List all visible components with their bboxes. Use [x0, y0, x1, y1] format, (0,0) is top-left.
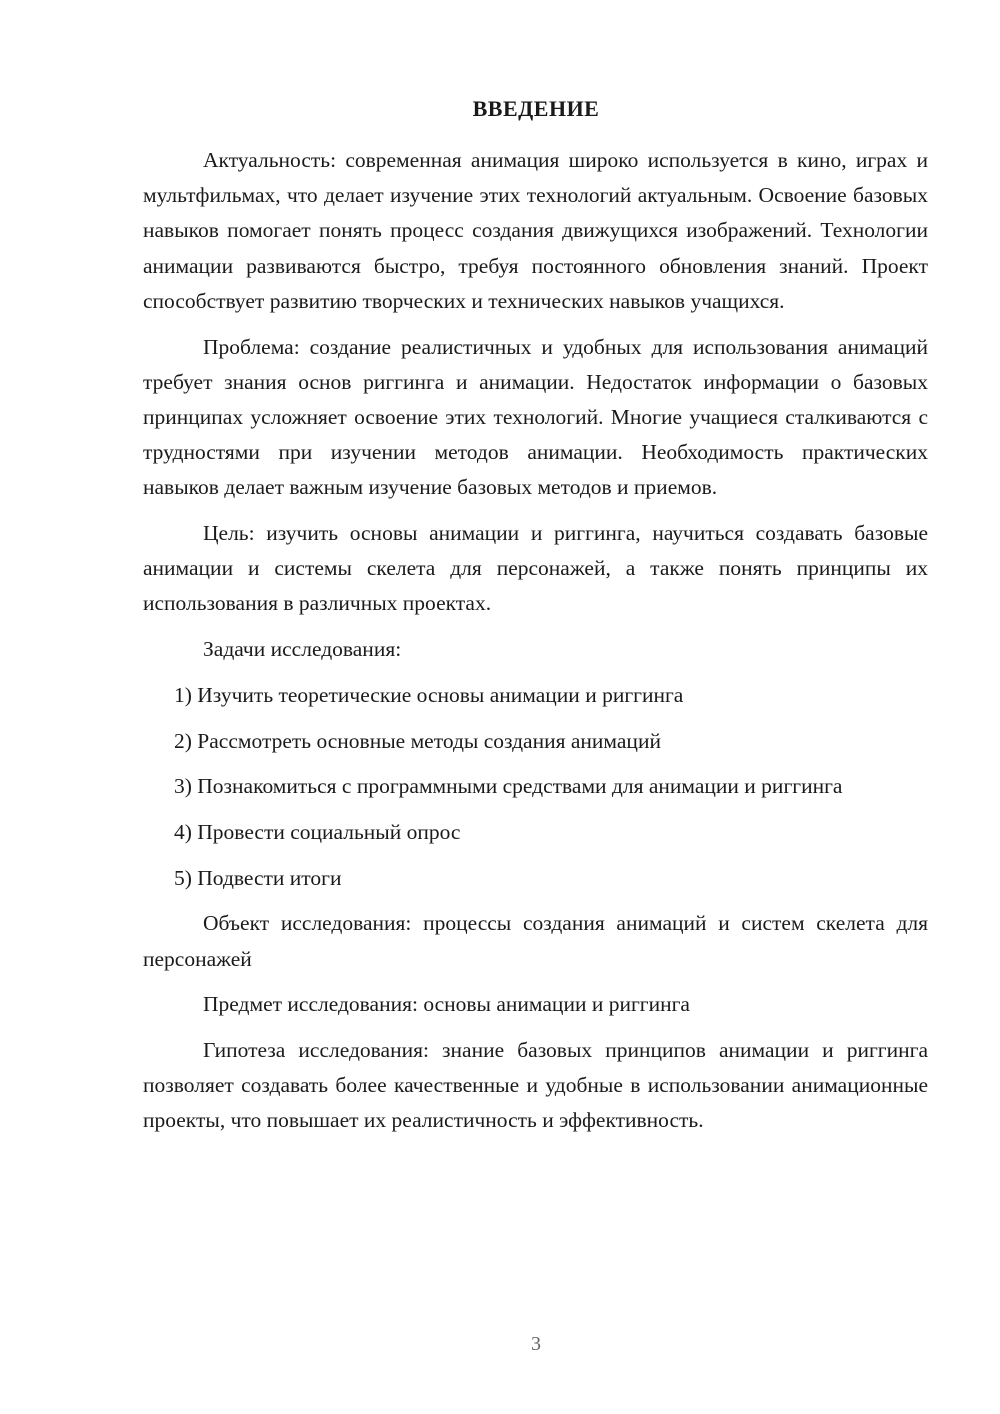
hypothesis-paragraph: Гипотеза исследования: знание базовых принципов анимации и риггинга позволяет создавать более качественные и удобные в использовании анимационные проекты, что повышает их реалистичность и эффективность. — [143, 1037, 928, 1133]
task-item-5: 5) Подвести итоги — [174, 865, 342, 890]
object-paragraph: Объект исследования: процессы создания анимаций и систем скелета для персонажей — [143, 911, 928, 971]
section-title: ВВЕДЕНИЕ — [472, 96, 600, 121]
task-item-4: 4) Провести социальный опрос — [174, 819, 461, 844]
page-number: 3 — [531, 1333, 541, 1355]
task-item-3: 3) Познакомиться с программными средствами для анимации и риггинга — [174, 774, 843, 799]
goal-paragraph: Цель: изучить основы анимации и риггинга, научиться создавать базовые анимации и системы скелета для персонажей, а также понять принципы их использования в различных проектах. — [143, 521, 928, 616]
tasks-heading: Задачи исследования: — [203, 637, 402, 662]
document-body — [143, 143, 928, 1149]
subject-paragraph: Предмет исследования: основы анимации и риггинга — [203, 992, 690, 1017]
relevance-paragraph: Актуальность: современная анимация широко используется в кино, играх и мультфильмах, что делает изучение этих технологий актуальным. Освоение базовых навыков помогает понять процесс создания движущихся изображений. Технологии анимации развиваются быстро, требуя постоянного обновления знаний. Проект способствует развитию творческих и технических навыков учащихся. — [143, 148, 928, 313]
task-item-2: 2) Рассмотреть основные методы создания анимаций — [174, 728, 661, 753]
problem-paragraph: Проблема: создание реалистичных и удобных для использования анимаций требует знания основ риггинга и анимации. Недостаток информации о базовых принципах усложняет освоение этих технологий. Многие учащиеся сталкиваются с трудностями при изучении методов анимации. Необходимость практических навыков делает важным изучение базовых методов и приемов. — [143, 334, 928, 500]
task-item-1: 1) Изучить теоретические основы анимации и риггинга — [174, 682, 684, 707]
